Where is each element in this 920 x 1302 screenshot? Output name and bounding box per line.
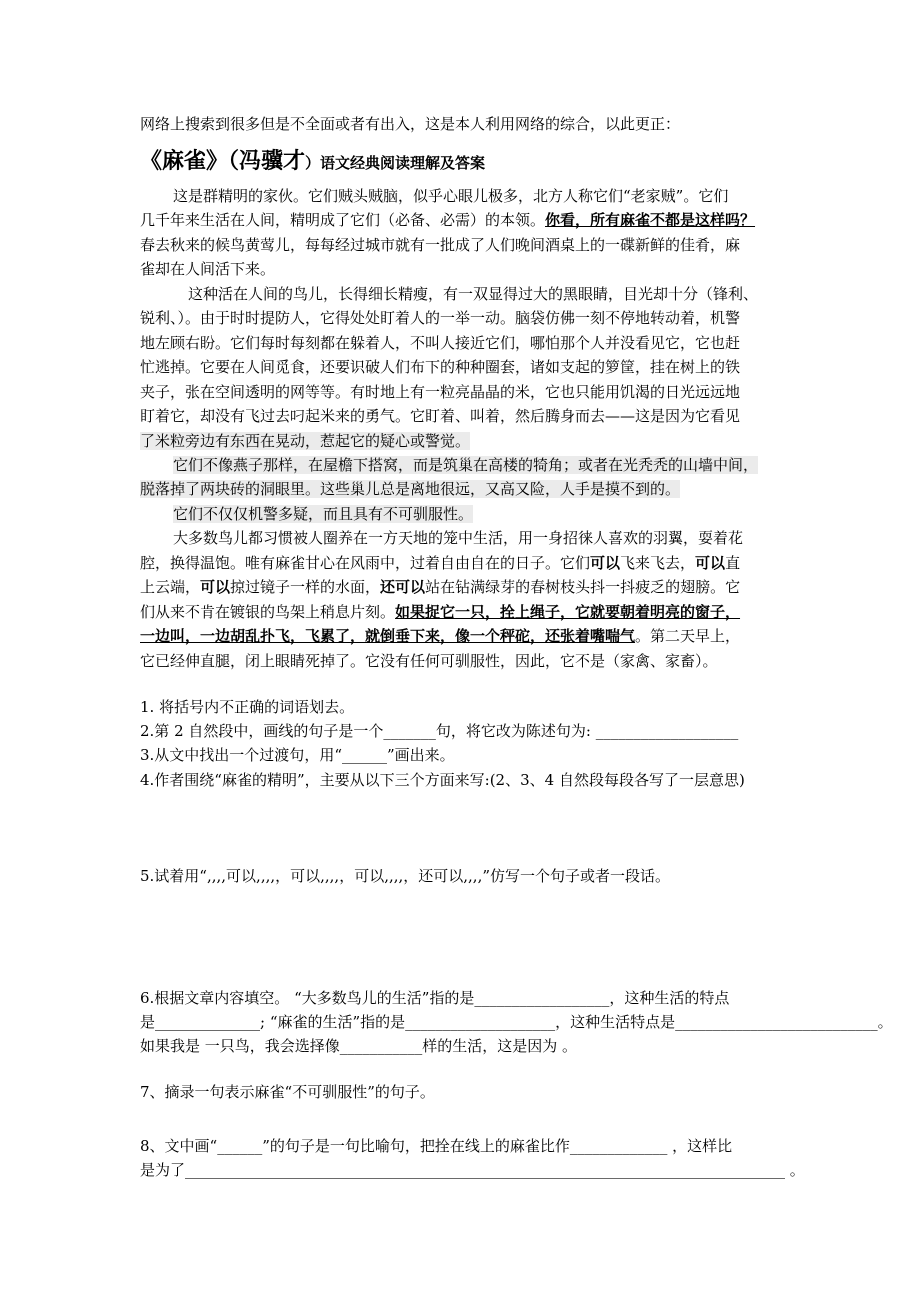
p3-line-1-text: 它们不像燕子那样，在屋檐下搭窝，而是筑巢在高楼的犄角；或者在光秃秃的山墙中间， [173,456,759,474]
p5-line-3-start: 上云端， [140,578,201,596]
p1-question-sentence: 你看，所有麻雀不都是这样吗？ [545,211,756,229]
p5-line-5 [140,626,740,646]
p4-line-1 [173,504,473,524]
question-6-line-1: 6.根据文章内容填空。 “大多数鸟儿的生活”指的是__________________，这种生活的特点 [140,989,730,1007]
p5-line-1: 大多数鸟儿都习惯被人圈养在一方天地的笼中生活，用一身招徕人喜欢的羽翼，耍着花 [173,529,744,547]
question-6-line-3: 如果我是 一只鸟，我会选择像___________样的生活，这是因为 。 [140,1037,578,1055]
keyword-keyi-1: 可以 [590,554,621,572]
p2-line-6: 盯着它，却没有飞过去叼起米来的勇气。它盯着、叫着，然后腾身而去——这是因为它看见 [140,407,741,425]
question-2: 2.第 2 自然段中，画线的句子是一个_______句，将它改为陈述句为: ___________________ [140,722,739,740]
p2-line-5: 夹子，张在空间透明的网等等。有时地上有一粒亮晶晶的米，它也只能用饥渴的日光远远地 [140,383,741,401]
intro-note: 网络上搜索到很多但是不全面或者有出入，这是本人利用网络的综合，以此更正： [140,115,681,133]
question-3: 3.从文中找出一个过渡句，用“______”画出来。 [140,746,455,764]
keyword-keyi-2: 可以 [695,554,726,572]
keyword-haikeyi: 还可以 [380,578,426,596]
article-title [140,148,485,176]
p1-line-3: 春去秋来的候鸟黄莺儿，每每经过城市就有一批成了人们晚间酒桌上的一碟新鲜的佳肴，麻 [140,236,741,254]
p5-line-3-end: 站在钻满绿芽的春树枝头抖一抖疲乏的翅膀。它 [425,578,741,596]
p5-line-2-mid: 飞来飞去， [620,554,696,572]
p2-line-1: 这种活在人间的鸟儿，长得细长精瘦，有一双显得过大的黑眼睛，目光却十分（锋利、 [188,285,759,303]
p5-line-3-mid: 掠过镜子一样的水面， [230,578,381,596]
keyword-keyi-3: 可以 [200,578,231,596]
question-6-line-2: 是______________; “麻雀的生活”指的是____________________，这种生活特点是___________________________。 [140,1013,893,1031]
simile-sentence-part-2: 一边叫，一边胡乱扑飞，飞累了，就倒垂下来，像一个秤砣，还张着嘴喘气 [140,627,636,645]
simile-sentence-part-1: 如果捉它一只，拴上绳子，它就要朝着明亮的窗子， [395,603,741,621]
question-5: 5.试着用“,,,,可以,,,,，可以,,,,，可以,,,,，还可以,,,,”仿写一个句子或者一段话。 [140,867,671,885]
p5-line-6: 它已经伸直腿，闭上眼睛死掉了。它没有任何可驯服性，因此，它不是（家禽、家畜）。 [140,652,718,670]
p2-line-7 [140,431,470,451]
question-4: 4.作者围绕“麻雀的精明”，主要从以下三个方面来写:(2、3、4 自然段每段各写了一层意思) [140,771,745,789]
p5-line-4-text: 们从来不肯在镀银的鸟架上稍息片刻。 [140,603,396,621]
question-7: 7、摘录一句表示麻雀“不可驯服性”的句子。 [140,1083,435,1101]
p5-line-2-end: 直 [725,554,741,572]
title-main: 《麻雀》（冯骥才 [140,149,306,174]
p5-line-2 [140,553,740,573]
title-paren-close: ） [305,154,321,172]
p3-line-2-text: 脱落掉了两块砖的洞眼里。这些巢儿总是离地很远，又高又险，人手是摸不到的。 [140,480,681,498]
p2-line-3: 地左顾右盼。它们每时每刻都在躲着人，不叫人接近它们，哪怕那个人并没看见它，它也赶 [140,334,741,352]
p2-line-7-text: 了米粒旁边有东西在晃动，惹起它的疑心或警觉。 [140,432,471,450]
question-8-line-2: 是为了________________________________________________________________________________ 。 [140,1161,805,1179]
p1-line-2-text: 几千年来生活在人间，精明成了它们（必备、必需）的本领。 [140,211,546,229]
p4-line-1-text: 它们不仅仅机警多疑，而且具有不可驯服性。 [173,505,474,523]
p1-line-2 [140,210,755,230]
p3-line-2 [140,479,680,499]
p2-line-2: 锐利、）。由于时时提防人，它得处处盯着人的一举一动。脑袋仿佛一刻不停地转动着，机警 [140,309,741,327]
p5-line-2-text: 腔，换得温饱。唯有麻雀甘心在风雨中，过着自由自在的日子。它们 [140,554,591,572]
question-8-line-1: 8、文中画“______”的句子是一句比喻句，把拴在线上的麻雀比作_____________ ，这样比 [140,1137,733,1155]
title-subtitle: 语文经典阅读理解及答案 [320,154,486,172]
p5-line-5-end: 。第二天早上， [635,627,741,645]
p1-line-1: 这是群精明的家伙。它们贼头贼脑，似乎心眼儿极多，北方人称它们“老家贼”。它们 [173,187,729,205]
p1-line-4: 雀却在人间活下来。 [140,260,276,278]
p5-line-3 [140,577,740,597]
p5-line-4 [140,602,740,622]
p2-line-4: 忙逃掉。它要在人间觅食，还要识破人们布下的种种圈套，诸如支起的箩筐，挂在树上的铁 [140,358,741,376]
question-1: 1. 将括号内不正确的词语划去。 [140,698,355,716]
p3-line-1 [173,455,758,475]
